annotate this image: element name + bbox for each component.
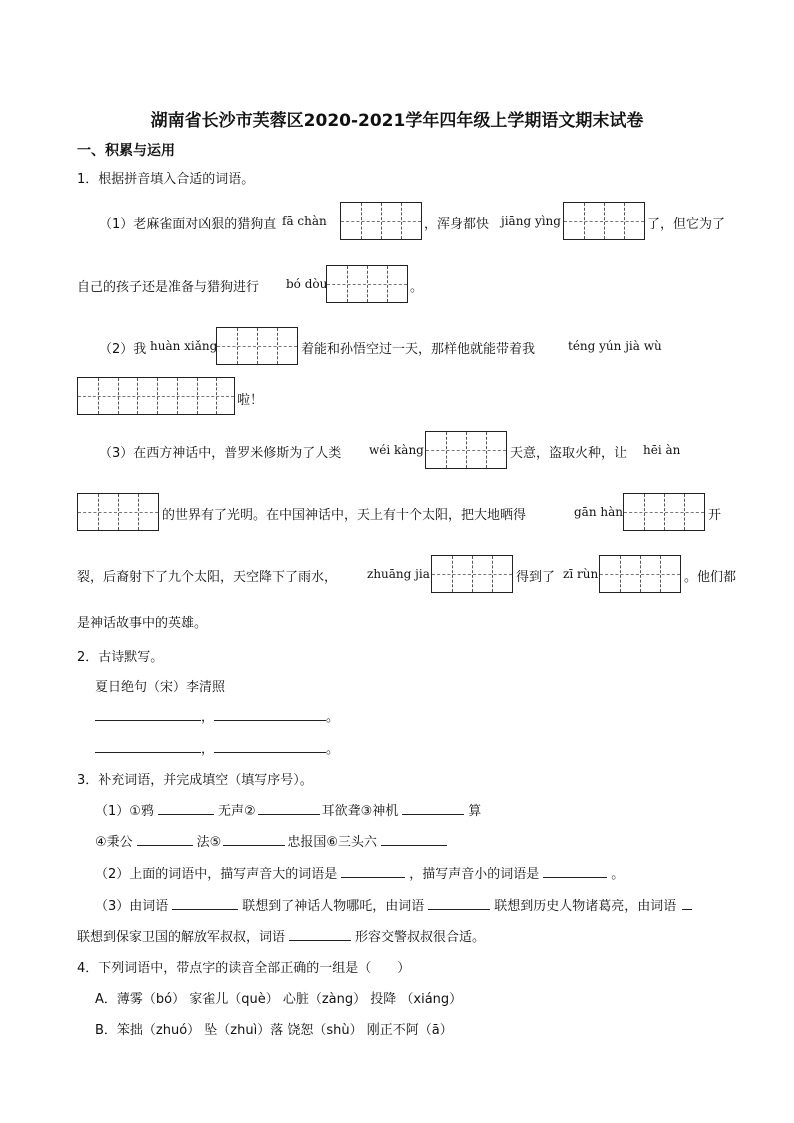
answer-blank[interactable]	[402, 814, 464, 815]
pinyin-zhuangjia: zhuāng jia	[367, 567, 430, 581]
answer-box[interactable]	[77, 377, 235, 415]
q1-p1-text-a: （1）老麻雀面对凶狠的猎狗直	[99, 217, 277, 232]
answer-blank[interactable]	[543, 877, 607, 878]
q1-p3-text-c: 的世界有了光明。在中国神话中，天上有十个太阳，把大地晒得	[162, 508, 527, 523]
answer-blank[interactable]	[95, 752, 201, 753]
q3-line-4: （3）由词语 联想到了神话人物哪吒，由词语 联想到历史人物诸葛亮，由词语	[95, 895, 692, 914]
answer-box[interactable]	[431, 555, 513, 593]
q1-p3-text-h: 是神话故事中的英雄。	[77, 616, 208, 631]
page-title: 湖南省长沙市芙蓉区2020-2021学年四年级上学期语文期末试卷	[150, 111, 644, 131]
pinyin-heian: hēi àn	[643, 443, 681, 457]
q1-p3-text-g: 。他们都	[684, 570, 737, 585]
pinyin-jiangying: jiāng yìng	[501, 214, 561, 228]
answer-blank[interactable]	[214, 752, 326, 753]
q1-p2-text-a: （2）我	[99, 342, 147, 357]
poem-line-1: ， 。	[95, 706, 339, 725]
answer-blank[interactable]	[95, 720, 201, 721]
q1-p1-text-b: ，浑身都快	[424, 217, 490, 232]
answer-blank[interactable]	[682, 909, 692, 910]
q1-p2-text-b: 着能和孙悟空过一天，那样他就能带着我	[301, 342, 536, 357]
q3-line-2: ④秉公 法⑤ 忠报国⑥三头六	[95, 831, 451, 850]
poem-line-2: ， 。	[95, 738, 339, 757]
answer-box[interactable]	[425, 431, 507, 469]
answer-blank[interactable]	[214, 720, 326, 721]
answer-box[interactable]	[599, 555, 681, 593]
q3-stem: 3．补充词语，并完成填空（填写序号）。	[77, 773, 313, 788]
q3-line-1: （1）①鸦 无声② 耳欲聋③神机 算	[95, 804, 482, 819]
answer-box[interactable]	[77, 493, 159, 531]
q1-p3-text-e: 裂，后裔射下了九个太阳，天空降下了雨水，	[77, 570, 338, 585]
answer-blank[interactable]	[289, 940, 351, 941]
pinyin-huanxiang: huàn xiǎng	[150, 339, 218, 353]
answer-blank[interactable]	[223, 845, 285, 846]
answer-box[interactable]	[326, 265, 408, 303]
answer-blank[interactable]	[158, 814, 214, 815]
q1-stem: 1．根据拼音填入合适的词语。	[77, 172, 255, 187]
pinyin-tengyunjiawu: téng yún jià wù	[568, 339, 662, 353]
answer-blank[interactable]	[172, 909, 238, 910]
answer-blank[interactable]	[381, 845, 447, 846]
pinyin-ganhan: gān hàn	[574, 505, 623, 519]
q1-p1-text-c: 了，但它为了	[647, 217, 726, 232]
q1-p1-text-d: 自己的孩子还是准备与猎狗进行	[77, 280, 260, 295]
q1-p1-text-e: 。	[410, 280, 424, 295]
pinyin-weikang: wéi kàng	[369, 443, 424, 457]
pinyin-bodou: bó dòu	[286, 277, 328, 291]
q1-p3-text-b: 天意，盗取火种，让	[510, 446, 628, 461]
answer-blank[interactable]	[341, 877, 405, 878]
answer-blank[interactable]	[428, 909, 490, 910]
answer-box[interactable]	[623, 493, 705, 531]
poem-title: 夏日绝句（宋）李清照	[95, 680, 226, 695]
section-heading: 一、积累与运用	[77, 143, 175, 159]
answer-blank[interactable]	[137, 845, 193, 846]
q4-option-b[interactable]: B．笨拙（zhuó） 坠（zhuì）落 饶恕（shù） 刚正不阿（ā）	[95, 1023, 453, 1038]
answer-box[interactable]	[216, 327, 298, 365]
q3-line-3: （2）上面的词语中，描写声音大的词语是 ，描写声音小的词语是 。	[95, 867, 625, 882]
answer-blank[interactable]	[258, 814, 320, 815]
q1-p3-text-a: （3）在西方神话中，普罗米修斯为了人类	[99, 446, 342, 461]
q4-option-a[interactable]: A．薄雾（bó） 家雀儿（què） 心脏（zàng） 投降 （xiáng）	[95, 992, 463, 1007]
answer-box[interactable]	[340, 202, 422, 240]
q1-p3-text-f: 得到了	[516, 570, 556, 585]
q2-stem: 2．古诗默写。	[77, 650, 164, 665]
q4-stem: 4．下列词语中，带点字的读音全部正确的一组是（ ）	[77, 961, 411, 976]
answer-box[interactable]	[563, 202, 645, 240]
q1-p2-text-c: 啦！	[237, 393, 264, 408]
q3-line-5: 联想到保家卫国的解放军叔叔，词语 形容交警叔叔很合适。	[77, 930, 486, 945]
pinyin-fachan: fā chàn	[282, 214, 327, 228]
q1-p3-text-d: 开	[708, 508, 722, 523]
pinyin-zirun: zī rùn	[563, 567, 599, 581]
